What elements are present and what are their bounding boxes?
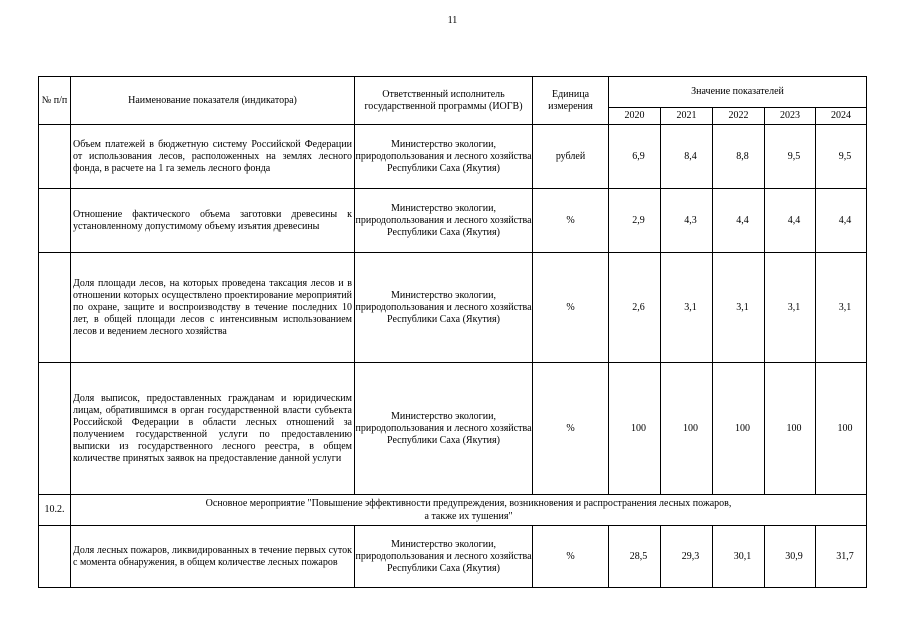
value-cell: 30,1 (713, 526, 765, 588)
value-cell: 100 (765, 363, 816, 495)
value-cell: 4,4 (713, 189, 765, 253)
value-cell: 31,7 (816, 526, 867, 588)
indicators-table (38, 76, 867, 588)
responsible-executor: Министерство экологии, природопользования и лесного хозяйства Республики Саха (Якутия) (355, 125, 533, 189)
value-cell: 2,6 (609, 253, 661, 363)
header-year: 2020 (609, 108, 661, 125)
value-cell: 100 (609, 363, 661, 495)
value-cell: 28,5 (609, 526, 661, 588)
value-cell: 3,1 (661, 253, 713, 363)
row-num-cell (39, 189, 71, 253)
section-row (39, 495, 867, 526)
value-cell: 100 (816, 363, 867, 495)
page-number: 11 (447, 15, 458, 26)
row-num-cell (39, 526, 71, 588)
header-year: 2022 (713, 108, 765, 125)
value-cell: 29,3 (661, 526, 713, 588)
value-cell: 2,9 (609, 189, 661, 253)
section-title-line: Основное мероприятие "Повышение эффективности предупреждения, возникновения и распространения лесных пожаров, (205, 498, 732, 509)
value-cell: 100 (713, 363, 765, 495)
header-year: 2023 (765, 108, 816, 125)
value-cell: 3,1 (713, 253, 765, 363)
indicator-name: Отношение фактического объема заготовки древесины к установленному допустимому объему изъятия древесины (71, 189, 355, 253)
row-num-cell (39, 125, 71, 189)
unit-cell: % (533, 526, 609, 588)
value-cell: 8,8 (713, 125, 765, 189)
table-row (39, 253, 867, 363)
section-title-line: а также их тушения" (424, 511, 513, 522)
unit-cell: рублей (533, 125, 609, 189)
table-row (39, 363, 867, 495)
indicator-name: Объем платежей в бюджетную систему Российской Федерации от использования лесов, расположенных на землях лесного фонда, в расчете на 1 га земель лесного фонда (71, 125, 355, 189)
row-num-cell (39, 363, 71, 495)
value-cell: 4,4 (816, 189, 867, 253)
header-unit: Единица измерения (533, 77, 609, 125)
table-row (39, 526, 867, 588)
unit-cell: % (533, 253, 609, 363)
value-cell: 9,5 (765, 125, 816, 189)
header-year: 2024 (816, 108, 867, 125)
value-cell: 9,5 (816, 125, 867, 189)
row-num-cell (39, 253, 71, 363)
section-number: 10.2. (39, 495, 71, 526)
indicator-name: Доля лесных пожаров, ликвидированных в течение первых суток с момента обнаружения, в общем количестве лесных пожаров (71, 526, 355, 588)
value-cell: 4,3 (661, 189, 713, 253)
table-row (39, 189, 867, 253)
responsible-executor: Министерство экологии, природопользования и лесного хозяйства Республики Саха (Якутия) (355, 363, 533, 495)
header-responsible: Ответственный исполнитель государственной программы (ИОГВ) (355, 77, 533, 125)
unit-cell: % (533, 189, 609, 253)
responsible-executor: Министерство экологии, природопользования и лесного хозяйства Республики Саха (Якутия) (355, 526, 533, 588)
indicator-name: Доля площади лесов, на которых проведена таксация лесов и в отношении которых осуществлено проектирование мероприятий по охране, защите и воспроизводству в течение последних 10 лет, в общей площади лесов с интенсивным использованием лесов и ведением лесного хозяйства (71, 253, 355, 363)
value-cell: 3,1 (765, 253, 816, 363)
header-name: Наименование показателя (индикатора) (71, 77, 355, 125)
header-year: 2021 (661, 108, 713, 125)
value-cell: 100 (661, 363, 713, 495)
value-cell: 8,4 (661, 125, 713, 189)
responsible-executor: Министерство экологии, природопользования и лесного хозяйства Республики Саха (Якутия) (355, 189, 533, 253)
header-num: № п/п (39, 77, 71, 125)
indicator-name: Доля выписок, предоставленных гражданам и юридическим лицам, обратившимся в орган государственной власти субъекта Российской Федерации в области лесных отношений за получением государственной услуги по предоставлению выписки из государственного лесного реестра, в общем количестве принятых заявок на предоставление данной услуги (71, 363, 355, 495)
unit-cell: % (533, 363, 609, 495)
value-cell: 4,4 (765, 189, 816, 253)
header-values-title: Значение показателей (609, 77, 867, 108)
section-title (71, 495, 867, 526)
responsible-executor: Министерство экологии, природопользования и лесного хозяйства Республики Саха (Якутия) (355, 253, 533, 363)
value-cell: 3,1 (816, 253, 867, 363)
value-cell: 6,9 (609, 125, 661, 189)
value-cell: 30,9 (765, 526, 816, 588)
table-row (39, 125, 867, 189)
